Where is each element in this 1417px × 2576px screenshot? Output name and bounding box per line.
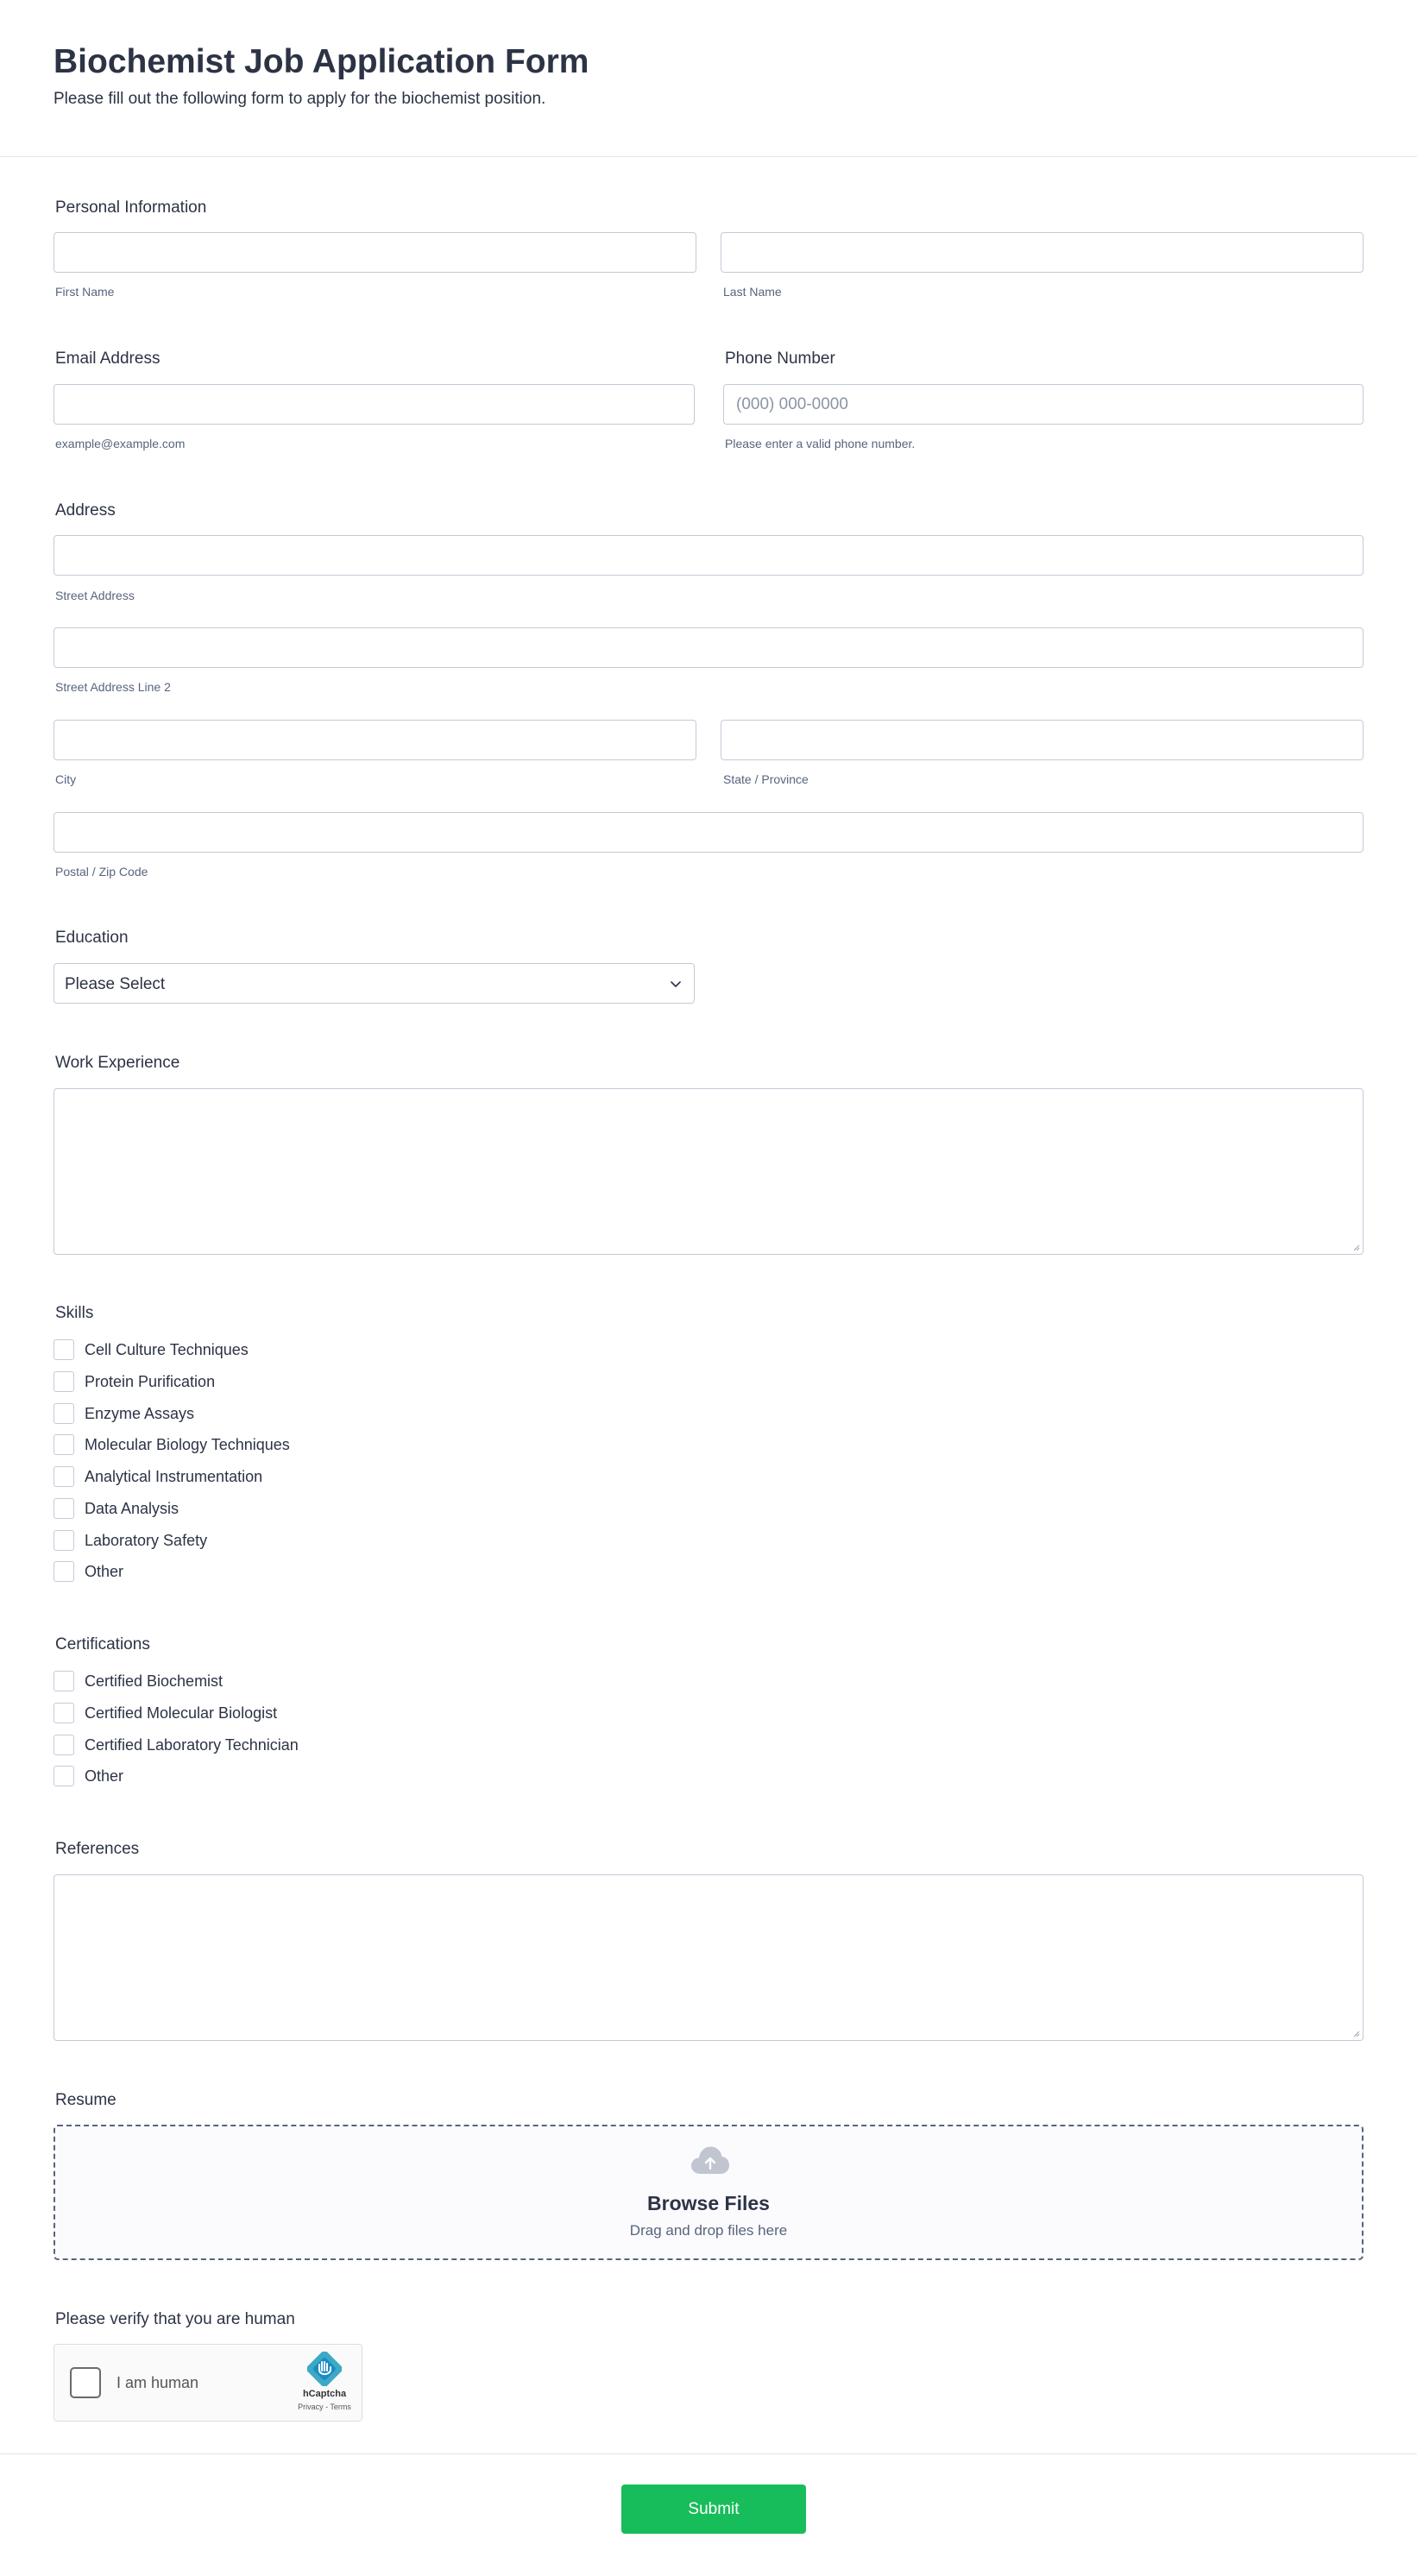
education-label: Education — [55, 929, 129, 947]
state-input[interactable] — [721, 720, 1363, 760]
drag-drop-hint: Drag and drop files here — [629, 2222, 788, 2239]
certification-option-label: Certified Biochemist — [85, 1672, 224, 1690]
skill-option-label: Other — [85, 1563, 124, 1580]
phone-label: Phone Number — [725, 350, 835, 368]
resize-handle-icon[interactable] — [1351, 2029, 1360, 2037]
education-select[interactable] — [54, 963, 695, 1004]
skill-checkbox[interactable] — [54, 1434, 74, 1455]
email-sublabel: example@example.com — [55, 437, 186, 450]
last-name-input[interactable] — [721, 232, 1363, 273]
skill-option-label: Protein Purification — [85, 1373, 216, 1390]
work-experience-label: Work Experience — [55, 1054, 180, 1072]
certification-checkbox[interactable] — [54, 1735, 74, 1755]
cloud-upload-icon — [690, 2145, 730, 2175]
work-experience-textarea[interactable] — [54, 1088, 1363, 1255]
form-header — [0, 0, 1417, 157]
resize-handle-icon[interactable] — [1351, 1243, 1360, 1251]
education-selected-value: Please Select — [65, 975, 166, 993]
street-address-sublabel: Street Address — [55, 589, 135, 602]
email-field[interactable] — [54, 384, 695, 425]
page-title: Biochemist Job Application Form — [54, 43, 589, 80]
file-dropzone[interactable] — [54, 2125, 1363, 2260]
certification-checkbox[interactable] — [54, 1671, 74, 1691]
references-textarea[interactable] — [54, 1874, 1363, 2041]
street-address-line2-sublabel: Street Address Line 2 — [55, 680, 171, 694]
skill-checkbox[interactable] — [54, 1466, 74, 1487]
first-name-input[interactable] — [54, 232, 696, 273]
postal-code-sublabel: Postal / Zip Code — [55, 865, 148, 879]
page-subtitle: Please fill out the following form to apply for the biochemist position. — [54, 90, 546, 108]
browse-files-label[interactable]: Browse Files — [647, 2192, 770, 2214]
last-name-sublabel: Last Name — [723, 285, 782, 299]
form-footer — [0, 2453, 1417, 2576]
phone-field[interactable] — [723, 384, 1363, 425]
hcaptcha-logo-icon — [307, 2352, 342, 2386]
skill-option-label: Enzyme Assays — [85, 1405, 195, 1422]
certification-checkbox[interactable] — [54, 1766, 74, 1786]
skill-option-label: Molecular Biology Techniques — [85, 1436, 290, 1453]
skill-option-label: Analytical Instrumentation — [85, 1468, 263, 1485]
skill-checkbox[interactable] — [54, 1339, 74, 1360]
certification-option-label: Certified Laboratory Technician — [85, 1736, 299, 1754]
certification-option-label: Certified Molecular Biologist — [85, 1704, 278, 1722]
personal-info-label: Personal Information — [55, 198, 207, 217]
captcha-checkbox[interactable] — [70, 2367, 101, 2398]
certification-option-label: Other — [85, 1767, 124, 1785]
street-address-input[interactable] — [54, 535, 1363, 576]
resume-label: Resume — [55, 2091, 117, 2109]
city-sublabel: City — [55, 772, 77, 786]
captcha-checkbox-label: I am human — [117, 2374, 199, 2391]
captcha-brand: hCaptcha — [302, 2389, 347, 2399]
certification-checkbox[interactable] — [54, 1703, 74, 1723]
state-sublabel: State / Province — [723, 772, 809, 786]
captcha-privacy-terms[interactable]: Privacy - Terms — [298, 2403, 351, 2411]
skill-option-label: Data Analysis — [85, 1500, 179, 1517]
city-input[interactable] — [54, 720, 696, 760]
skills-label: Skills — [55, 1304, 94, 1322]
skill-checkbox[interactable] — [54, 1403, 74, 1424]
captcha-label: Please verify that you are human — [55, 2310, 295, 2328]
skill-option-label: Laboratory Safety — [85, 1532, 208, 1549]
hcaptcha-widget — [54, 2344, 362, 2422]
skill-checkbox[interactable] — [54, 1371, 74, 1392]
first-name-sublabel: First Name — [55, 285, 115, 299]
chevron-down-icon — [668, 976, 683, 992]
submit-button[interactable]: Submit — [621, 2485, 806, 2534]
certifications-label: Certifications — [55, 1635, 150, 1653]
references-label: References — [55, 1840, 140, 1858]
skill-checkbox[interactable] — [54, 1498, 74, 1519]
street-address-line2-input[interactable] — [54, 627, 1363, 668]
skill-checkbox[interactable] — [54, 1561, 74, 1582]
postal-code-input[interactable] — [54, 812, 1363, 853]
email-label: Email Address — [55, 350, 161, 368]
skill-checkbox[interactable] — [54, 1530, 74, 1551]
skill-option-label: Cell Culture Techniques — [85, 1341, 249, 1358]
phone-sublabel: Please enter a valid phone number. — [725, 437, 916, 450]
address-label: Address — [55, 501, 116, 520]
